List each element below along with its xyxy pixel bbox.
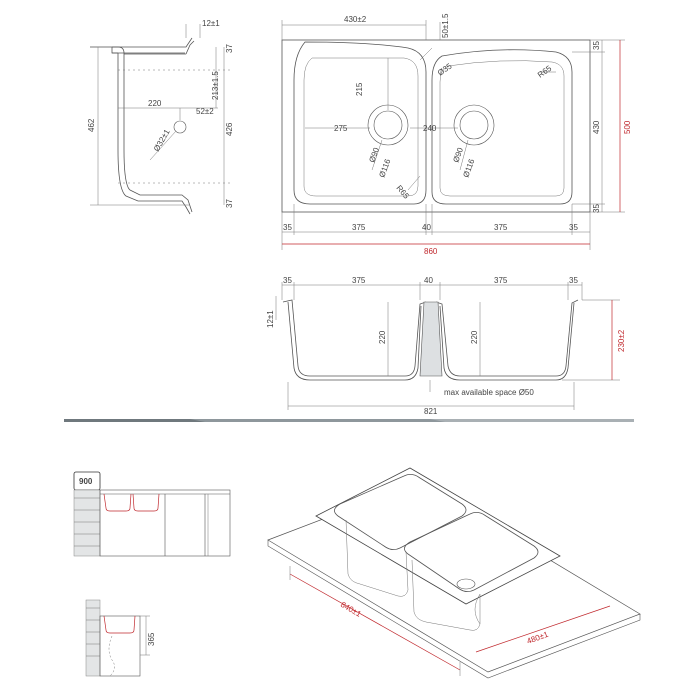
iso-view [268, 468, 640, 678]
side-drain-dia: Ø32±1 [151, 127, 172, 153]
front-depth-left: 220 [378, 330, 387, 344]
top-dia116-left: Ø116 [377, 157, 393, 179]
cabinet-view [74, 472, 230, 676]
side-tol-top: 12±1 [202, 19, 220, 28]
top-bottom-dim-0: 35 [283, 223, 292, 232]
top-h275: 275 [334, 124, 348, 133]
top-dia116-right: Ø116 [461, 157, 477, 179]
top-r65-bottom: R65 [394, 183, 411, 201]
top-right-430: 430 [592, 120, 601, 134]
side-drain-dim: 52±2 [196, 107, 214, 116]
front-top-dim-4: 35 [569, 276, 578, 285]
side-seg-top: 37 [225, 44, 234, 53]
front-tol-left: 12±1 [266, 310, 275, 328]
iso-length: 840±1 [339, 599, 363, 619]
side-section-view [87, 19, 234, 214]
front-top-dim-1: 375 [352, 276, 366, 285]
front-bottom-width: 821 [424, 407, 438, 416]
front-top-dim-0: 35 [283, 276, 292, 285]
front-depth-right: 220 [470, 330, 479, 344]
front-top-dim-3: 375 [494, 276, 508, 285]
cabinet-sink-outline [104, 494, 159, 511]
top-right-35-top: 35 [592, 41, 601, 50]
side-seg-bottom: 37 [225, 199, 234, 208]
cabinet-side-outline [100, 616, 140, 676]
side-seg-mid: 426 [225, 122, 234, 136]
front-center-divider [420, 302, 442, 376]
top-offset-tol: 50±1.5 [441, 13, 450, 38]
front-depth-total: 230±2 [617, 329, 626, 352]
side-depth-top: 213±1.5 [211, 71, 220, 100]
top-r35: Ø35 [435, 61, 454, 78]
top-depth-215: 215 [355, 82, 364, 96]
top-bottom-dim-3: 375 [494, 223, 508, 232]
top-right-35-bottom: 35 [592, 204, 601, 213]
side-section-profile [90, 41, 194, 214]
top-bottom-dim-1: 375 [352, 223, 366, 232]
front-section-view [266, 276, 626, 416]
cabinet-side-wall [86, 600, 100, 676]
left-bowl [294, 42, 426, 204]
right-drain-inner [460, 111, 488, 139]
left-drain-inner [374, 111, 402, 139]
top-dia90-left: Ø90 [367, 146, 382, 164]
right-bowl [432, 50, 572, 204]
cabinet-size-label: 900 [79, 477, 93, 486]
top-view [282, 13, 632, 256]
top-total-width: 860 [424, 247, 438, 256]
cabinet-install-depth: 365 [147, 632, 156, 646]
section-divider [64, 419, 634, 422]
top-right-500: 500 [623, 120, 632, 134]
side-inner-width: 220 [148, 99, 162, 108]
side-height-total: 462 [87, 118, 96, 132]
top-bottom-dim-4: 35 [569, 223, 578, 232]
top-bottom-dim-2: 40 [422, 223, 431, 232]
cabinet-side-sink [104, 616, 135, 633]
top-r65-top: R65 [535, 63, 554, 80]
top-width-tol: 430±2 [344, 15, 367, 24]
front-space-note: max available space Ø50 [444, 388, 534, 397]
iso-width: 480±1 [525, 629, 550, 646]
top-dia90-right: Ø90 [451, 146, 466, 164]
front-top-dim-2: 40 [424, 276, 433, 285]
top-h240: 240 [423, 124, 437, 133]
